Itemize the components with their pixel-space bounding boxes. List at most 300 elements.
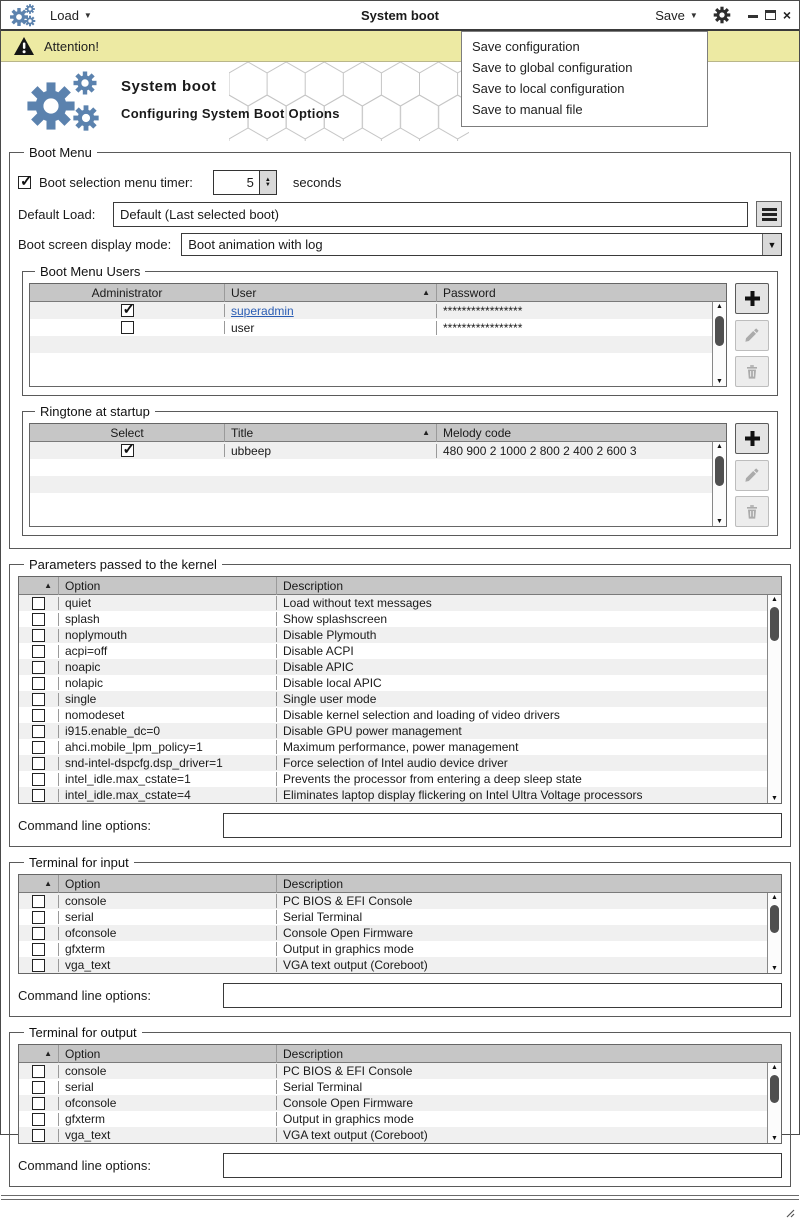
col-password[interactable]: Password bbox=[443, 285, 496, 300]
table-cell bbox=[277, 628, 781, 642]
row-checkbox[interactable] bbox=[32, 1097, 45, 1110]
melody-code: 480 900 2 1000 2 800 2 400 2 600 3 bbox=[443, 443, 637, 458]
settings-gear-icon[interactable] bbox=[712, 5, 732, 25]
row-checkbox[interactable] bbox=[32, 613, 45, 626]
description-text: Disable ACPI bbox=[283, 644, 354, 658]
scroll-down-icon[interactable]: ▼ bbox=[771, 795, 778, 802]
edit-ringtone-button[interactable] bbox=[735, 460, 769, 491]
description-text: Show splashscreen bbox=[283, 612, 388, 626]
scroll-thumb[interactable] bbox=[770, 905, 779, 933]
table-row[interactable] bbox=[19, 771, 781, 787]
table-cell bbox=[277, 926, 781, 940]
menu-item-save-configuration[interactable]: Save configuration bbox=[472, 39, 580, 54]
add-ringtone-button[interactable] bbox=[735, 423, 769, 454]
row-checkbox[interactable] bbox=[32, 741, 45, 754]
add-user-button[interactable] bbox=[735, 283, 769, 314]
option-text: ofconsole bbox=[65, 1096, 117, 1110]
table-cell bbox=[277, 788, 781, 802]
table-cell bbox=[19, 693, 59, 706]
row-checkbox[interactable] bbox=[32, 645, 45, 658]
ringtone-table-body bbox=[30, 442, 726, 510]
table-cell bbox=[30, 304, 225, 317]
titlebar bbox=[1, 1, 799, 31]
trash-icon bbox=[744, 504, 760, 520]
combo-arrow-icon[interactable]: ▼ bbox=[762, 234, 781, 255]
row-checkbox[interactable] bbox=[32, 693, 45, 706]
table-cell bbox=[437, 321, 726, 335]
table-row[interactable] bbox=[19, 611, 781, 627]
table-row[interactable] bbox=[19, 941, 781, 957]
terminal-output-legend: Terminal for output bbox=[29, 1025, 137, 1040]
col-check[interactable] bbox=[19, 577, 59, 595]
table-row[interactable] bbox=[19, 739, 781, 755]
table-cell bbox=[277, 756, 781, 770]
table-cell bbox=[19, 895, 59, 908]
save-dropdown-menu bbox=[461, 31, 708, 127]
table-cell bbox=[277, 596, 781, 610]
ringtone-scrollbar[interactable] bbox=[712, 442, 726, 526]
kernel-cmdline-input[interactable] bbox=[223, 813, 782, 838]
row-checkbox[interactable] bbox=[32, 927, 45, 940]
table-row[interactable] bbox=[30, 493, 726, 510]
terminal-input-fieldset bbox=[9, 855, 791, 1017]
table-cell bbox=[19, 645, 59, 658]
terminal-input-cmdline-input[interactable] bbox=[223, 983, 782, 1008]
table-cell bbox=[59, 1128, 277, 1142]
table-cell bbox=[277, 958, 781, 972]
option-text: quiet bbox=[65, 596, 92, 610]
table-cell bbox=[59, 676, 277, 690]
option-text: console bbox=[65, 1064, 107, 1078]
users-fieldset bbox=[22, 264, 778, 396]
plus-icon bbox=[744, 430, 761, 447]
users-scrollbar[interactable] bbox=[712, 302, 726, 386]
boot-menu-legend: Boot Menu bbox=[29, 145, 92, 160]
save-label: Save bbox=[655, 7, 685, 23]
table-row[interactable] bbox=[19, 707, 781, 723]
timer-unit: seconds bbox=[292, 175, 342, 190]
scroll-up-icon[interactable]: ▲ bbox=[771, 894, 778, 901]
table-cell bbox=[59, 756, 277, 770]
table-cell bbox=[59, 660, 277, 674]
description-text: VGA text output (Coreboot) bbox=[283, 958, 428, 972]
display-mode-select[interactable] bbox=[181, 233, 782, 256]
col-user[interactable]: User ▲ bbox=[225, 284, 437, 302]
option-text: serial bbox=[65, 910, 94, 924]
load-menu-button[interactable] bbox=[50, 8, 92, 23]
page-subtitle: Configuring System Boot Options bbox=[121, 106, 340, 121]
menu-item-save-manual[interactable]: Save to manual file bbox=[472, 102, 583, 117]
hamburger-button[interactable] bbox=[756, 201, 782, 227]
row-checkbox[interactable] bbox=[32, 677, 45, 690]
display-mode-label: Boot screen display mode: bbox=[18, 237, 172, 252]
table-cell bbox=[19, 943, 59, 956]
sort-asc-icon: ▲ bbox=[422, 428, 430, 437]
plus-icon bbox=[744, 290, 761, 307]
option-text: i915.enable_dc=0 bbox=[65, 724, 161, 738]
option-text: vga_text bbox=[65, 958, 111, 972]
save-menu-button[interactable] bbox=[655, 8, 698, 23]
table-cell bbox=[19, 1097, 59, 1110]
table-row[interactable] bbox=[19, 893, 781, 909]
load-label: Load bbox=[50, 7, 79, 23]
option-text: acpi=off bbox=[65, 644, 108, 658]
table-row[interactable] bbox=[19, 627, 781, 643]
close-button[interactable]: × bbox=[782, 7, 791, 23]
col-description[interactable]: Description bbox=[283, 876, 344, 891]
sort-asc-icon: ▲ bbox=[44, 879, 52, 888]
row-checkbox[interactable] bbox=[32, 661, 45, 674]
timer-spinner[interactable] bbox=[213, 170, 277, 195]
description-text: Disable GPU power management bbox=[283, 724, 462, 738]
row-checkbox[interactable] bbox=[32, 1065, 45, 1078]
table-cell bbox=[30, 444, 225, 457]
option-text: intel_idle.max_cstate=4 bbox=[65, 788, 191, 802]
users-table-body bbox=[30, 302, 726, 370]
description-text: PC BIOS & EFI Console bbox=[283, 894, 413, 908]
table-cell bbox=[59, 1064, 277, 1078]
table-cell bbox=[59, 772, 277, 786]
table-cell bbox=[277, 772, 781, 786]
col-select[interactable]: Select bbox=[30, 424, 225, 442]
hexagon-pattern bbox=[229, 62, 469, 141]
option-text: nolapic bbox=[65, 676, 104, 690]
terminal-input-scrollbar[interactable] bbox=[767, 893, 781, 973]
scroll-up-icon[interactable]: ▲ bbox=[716, 303, 723, 310]
table-cell bbox=[277, 676, 781, 690]
users-table bbox=[29, 283, 727, 387]
description-text: Disable kernel selection and loading of video drivers bbox=[283, 708, 560, 722]
table-cell bbox=[19, 927, 59, 940]
table-cell bbox=[59, 788, 277, 802]
table-cell bbox=[19, 1113, 59, 1126]
table-row[interactable] bbox=[30, 336, 726, 353]
table-row[interactable] bbox=[19, 787, 781, 803]
timer-value: 5 bbox=[246, 175, 254, 190]
description-text: Disable APIC bbox=[283, 660, 354, 674]
scroll-up-icon[interactable]: ▲ bbox=[716, 443, 723, 450]
table-cell bbox=[277, 612, 781, 626]
table-cell bbox=[59, 894, 277, 908]
option-text: single bbox=[65, 692, 97, 706]
table-cell bbox=[59, 740, 277, 754]
table-cell bbox=[225, 304, 437, 318]
row-checkbox[interactable] bbox=[32, 895, 45, 908]
option-text: ofconsole bbox=[65, 926, 117, 940]
description-text: Serial Terminal bbox=[283, 1080, 363, 1094]
page-title: System boot bbox=[121, 78, 217, 95]
edit-user-button[interactable] bbox=[735, 320, 769, 351]
table-cell bbox=[59, 692, 277, 706]
delete-ringtone-button[interactable] bbox=[735, 496, 769, 527]
scroll-thumb[interactable] bbox=[770, 607, 779, 641]
table-row[interactable] bbox=[19, 723, 781, 739]
table-cell bbox=[277, 1128, 781, 1142]
terminal-input-cmdline-label: Command line options: bbox=[18, 988, 151, 1003]
option-text: ahci.mobile_lpm_policy=1 bbox=[65, 740, 203, 754]
warning-icon bbox=[13, 36, 35, 56]
scroll-down-icon[interactable]: ▼ bbox=[716, 518, 723, 525]
option-text: snd-intel-dspcfg.dsp_driver=1 bbox=[65, 756, 223, 770]
trash-icon bbox=[744, 364, 760, 380]
description-text: Console Open Firmware bbox=[283, 926, 414, 940]
option-text: noapic bbox=[65, 660, 101, 674]
row-checkbox[interactable] bbox=[32, 959, 45, 972]
row-checkbox[interactable] bbox=[32, 629, 45, 642]
terminal-output-cmdline-label: Command line options: bbox=[18, 1158, 151, 1173]
table-cell bbox=[277, 724, 781, 738]
menu-item-save-local[interactable]: Save to local configuration bbox=[472, 81, 625, 96]
table-row[interactable] bbox=[30, 353, 726, 370]
description-text: VGA text output (Coreboot) bbox=[283, 1128, 428, 1142]
table-cell bbox=[30, 321, 225, 334]
table-cell bbox=[59, 628, 277, 642]
table-cell bbox=[19, 709, 59, 722]
scroll-thumb[interactable] bbox=[770, 1075, 779, 1103]
table-cell bbox=[59, 926, 277, 940]
option-text: console bbox=[65, 894, 107, 908]
table-cell bbox=[277, 1080, 781, 1094]
timer-checkbox[interactable] bbox=[18, 176, 31, 189]
table-row[interactable] bbox=[19, 1079, 781, 1095]
table-cell bbox=[19, 1065, 59, 1078]
row-checkbox[interactable] bbox=[32, 943, 45, 956]
scroll-down-icon[interactable]: ▼ bbox=[771, 965, 778, 972]
table-cell bbox=[225, 444, 437, 458]
terminal-output-table-body bbox=[19, 1063, 781, 1143]
description-text: Load without text messages bbox=[283, 596, 432, 610]
row-checkbox[interactable] bbox=[32, 725, 45, 738]
table-row[interactable] bbox=[19, 675, 781, 691]
table-cell bbox=[59, 708, 277, 722]
row-checkbox[interactable] bbox=[32, 757, 45, 770]
table-cell bbox=[19, 1129, 59, 1142]
terminal-input-table-body bbox=[19, 893, 781, 973]
table-row[interactable] bbox=[30, 476, 726, 493]
row-checkbox[interactable] bbox=[32, 789, 45, 802]
col-administrator[interactable]: Administrator bbox=[30, 284, 225, 302]
table-cell bbox=[59, 910, 277, 924]
table-cell bbox=[19, 725, 59, 738]
table-cell bbox=[277, 894, 781, 908]
table-row[interactable] bbox=[19, 659, 781, 675]
table-cell bbox=[277, 1096, 781, 1110]
table-cell bbox=[59, 1096, 277, 1110]
kernel-cmdline-label: Command line options: bbox=[18, 818, 151, 833]
delete-user-button[interactable] bbox=[735, 356, 769, 387]
table-cell bbox=[19, 597, 59, 610]
table-cell bbox=[19, 959, 59, 972]
terminal-input-table bbox=[18, 874, 782, 974]
description-text: Serial Terminal bbox=[283, 910, 363, 924]
window-title: System boot bbox=[360, 7, 439, 23]
kernel-params-table bbox=[18, 576, 782, 804]
table-row[interactable] bbox=[19, 925, 781, 941]
table-cell bbox=[19, 661, 59, 674]
kernel-params-table-body bbox=[19, 595, 781, 803]
default-load-input[interactable]: Default (Last selected boot) bbox=[113, 202, 748, 227]
kernel-params-legend: Parameters passed to the kernel bbox=[29, 557, 217, 572]
option-text: gfxterm bbox=[65, 942, 106, 956]
row-checkbox[interactable] bbox=[121, 304, 134, 317]
sort-asc-icon: ▲ bbox=[44, 1049, 52, 1058]
default-load-label: Default Load: bbox=[18, 206, 96, 222]
table-cell bbox=[19, 911, 59, 924]
option-text: gfxterm bbox=[65, 1112, 106, 1126]
table-cell bbox=[19, 1081, 59, 1094]
table-row[interactable] bbox=[19, 595, 781, 611]
row-checkbox[interactable] bbox=[32, 911, 45, 924]
scroll-thumb[interactable] bbox=[715, 456, 724, 486]
timer-label: Boot selection menu timer: bbox=[39, 175, 193, 190]
attention-label: Attention! bbox=[44, 38, 99, 54]
table-cell bbox=[277, 708, 781, 722]
terminal-output-table bbox=[18, 1044, 782, 1144]
app-gears-icon bbox=[9, 3, 36, 28]
sort-asc-icon: ▲ bbox=[44, 581, 52, 590]
resize-grip-icon[interactable] bbox=[783, 1206, 795, 1218]
table-row[interactable] bbox=[19, 755, 781, 771]
table-cell bbox=[277, 1112, 781, 1126]
table-cell bbox=[277, 692, 781, 706]
chevron-down-icon: ▼ bbox=[83, 10, 92, 20]
table-cell bbox=[277, 644, 781, 658]
description-text: Eliminates laptop display flickering on Intel Ultra Voltage processors bbox=[283, 788, 643, 802]
row-checkbox[interactable] bbox=[32, 1129, 45, 1142]
table-row[interactable] bbox=[19, 1063, 781, 1079]
table-row[interactable] bbox=[19, 1095, 781, 1111]
row-checkbox[interactable] bbox=[32, 1113, 45, 1126]
scroll-up-icon[interactable]: ▲ bbox=[771, 596, 778, 603]
users-legend: Boot Menu Users bbox=[40, 264, 141, 279]
maximize-button[interactable] bbox=[765, 10, 776, 20]
table-cell bbox=[19, 613, 59, 626]
table-cell bbox=[277, 740, 781, 754]
chevron-down-icon: ▼ bbox=[689, 10, 698, 20]
table-row[interactable] bbox=[19, 1127, 781, 1143]
row-checkbox[interactable] bbox=[121, 444, 134, 457]
table-row[interactable] bbox=[30, 302, 726, 319]
menu-item-save-global[interactable]: Save to global configuration bbox=[472, 60, 633, 75]
spinner-arrows-icon[interactable]: ▲ ▼ bbox=[259, 171, 276, 194]
table-row[interactable] bbox=[30, 459, 726, 476]
description-text: Output in graphics mode bbox=[283, 942, 414, 956]
scroll-up-icon[interactable]: ▲ bbox=[771, 1064, 778, 1071]
table-cell bbox=[19, 789, 59, 802]
option-text: intel_idle.max_cstate=1 bbox=[65, 772, 191, 786]
col-melody[interactable]: Melody code bbox=[443, 425, 512, 440]
row-checkbox[interactable] bbox=[32, 709, 45, 722]
row-checkbox[interactable] bbox=[32, 1081, 45, 1094]
table-cell bbox=[19, 741, 59, 754]
table-row[interactable] bbox=[30, 319, 726, 336]
option-text: serial bbox=[65, 1080, 94, 1094]
table-cell bbox=[59, 644, 277, 658]
col-description[interactable]: Description bbox=[283, 1046, 344, 1061]
status-bar bbox=[1, 1195, 799, 1221]
table-cell bbox=[19, 773, 59, 786]
col-option[interactable]: Option bbox=[59, 577, 277, 595]
sort-asc-icon: ▲ bbox=[422, 288, 430, 297]
option-text: noplymouth bbox=[65, 628, 128, 642]
table-row[interactable] bbox=[19, 691, 781, 707]
table-row[interactable] bbox=[30, 442, 726, 459]
ringtone-fieldset bbox=[22, 404, 778, 536]
description-text: Maximum performance, power management bbox=[283, 740, 519, 754]
table-cell bbox=[59, 1112, 277, 1126]
table-cell bbox=[277, 942, 781, 956]
user-link[interactable]: superadmin bbox=[231, 303, 294, 318]
table-row[interactable] bbox=[19, 957, 781, 973]
row-checkbox[interactable] bbox=[32, 597, 45, 610]
ringtone-table bbox=[29, 423, 727, 527]
minimize-button[interactable] bbox=[748, 8, 758, 18]
pencil-icon bbox=[744, 467, 760, 483]
terminal-output-scrollbar[interactable] bbox=[767, 1063, 781, 1143]
table-cell bbox=[277, 1064, 781, 1078]
option-text: splash bbox=[65, 612, 100, 626]
option-text: vga_text bbox=[65, 1128, 111, 1142]
terminal-output-fieldset bbox=[9, 1025, 791, 1187]
table-row[interactable] bbox=[19, 909, 781, 925]
display-mode-value: Boot animation with log bbox=[188, 237, 323, 252]
table-cell bbox=[277, 660, 781, 674]
description-text: Force selection of Intel audio device driver bbox=[283, 756, 508, 770]
col-option[interactable]: Option bbox=[59, 875, 277, 893]
scroll-down-icon[interactable]: ▼ bbox=[771, 1135, 778, 1142]
user-link: user bbox=[231, 320, 255, 335]
col-check[interactable] bbox=[19, 875, 59, 893]
table-cell bbox=[59, 958, 277, 972]
col-check[interactable] bbox=[19, 1045, 59, 1063]
scroll-down-icon[interactable]: ▼ bbox=[716, 378, 723, 385]
table-cell bbox=[59, 612, 277, 626]
table-cell bbox=[59, 596, 277, 610]
description-text: Disable Plymouth bbox=[283, 628, 377, 642]
password-text: ***************** bbox=[443, 303, 523, 318]
option-text: nomodeset bbox=[65, 708, 125, 722]
row-checkbox[interactable] bbox=[121, 321, 134, 334]
terminal-input-legend: Terminal for input bbox=[29, 855, 129, 870]
gears-logo bbox=[23, 70, 107, 134]
description-text: Prevents the processor from entering a deep sleep state bbox=[283, 772, 582, 786]
table-cell bbox=[59, 942, 277, 956]
description-text: Console Open Firmware bbox=[283, 1096, 414, 1110]
ringtone-legend: Ringtone at startup bbox=[40, 404, 150, 419]
table-row[interactable] bbox=[19, 1111, 781, 1127]
table-row[interactable] bbox=[19, 643, 781, 659]
description-text: Disable local APIC bbox=[283, 676, 382, 690]
description-text: Output in graphics mode bbox=[283, 1112, 414, 1126]
scroll-thumb[interactable] bbox=[715, 316, 724, 346]
col-option[interactable]: Option bbox=[59, 1045, 277, 1063]
table-cell bbox=[19, 677, 59, 690]
kernel-scrollbar[interactable] bbox=[767, 595, 781, 803]
ringtone-title: ubbeep bbox=[231, 443, 272, 458]
col-title[interactable]: Title ▲ bbox=[225, 424, 437, 442]
kernel-params-fieldset bbox=[9, 557, 791, 847]
terminal-output-cmdline-input[interactable] bbox=[223, 1153, 782, 1178]
pencil-icon bbox=[744, 327, 760, 343]
col-description[interactable]: Description bbox=[283, 578, 344, 593]
table-cell bbox=[437, 444, 726, 458]
password-text: ***************** bbox=[443, 320, 523, 335]
description-text: Single user mode bbox=[283, 692, 377, 706]
table-cell bbox=[59, 724, 277, 738]
row-checkbox[interactable] bbox=[32, 773, 45, 786]
description-text: PC BIOS & EFI Console bbox=[283, 1064, 413, 1078]
table-cell bbox=[277, 910, 781, 924]
